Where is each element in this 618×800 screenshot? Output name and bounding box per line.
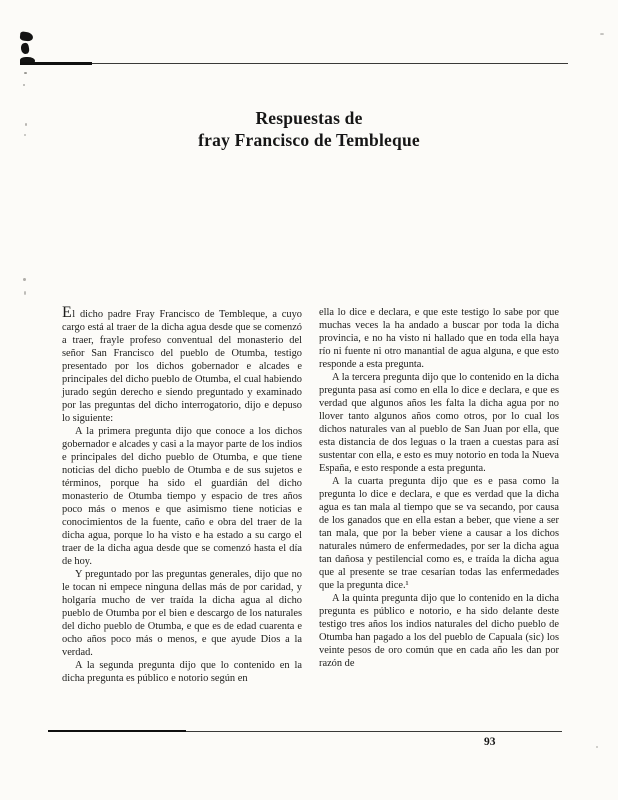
scan-speck-artifact	[24, 291, 26, 295]
scan-speck-artifact	[24, 72, 27, 74]
right-column	[319, 306, 559, 685]
bottom-horizontal-rule-heavy-segment	[48, 730, 186, 732]
paragraph-primera-pregunta: A la primera pregunta dijo que conoce a los dichos gobernador e alcades y casi a la mayor parte de los indios e principales del dicho pueblo de Otumba, e que tiene noticias del dicho pueblo de Otumba e de sus sujetos e términos, porque ha sido el guardián del dicho monasterio de Otumba tiempo y espacio de tres años poco más o menos e que asimismo tiene noticias e conocimientos de la fuente, caño e obra del traer de la dicha agua, porque lo ha visto e ha estado a su cargo el traer de la dicha agua desde que se comenzó hasta el día de hoy.	[62, 426, 302, 567]
page-number: 93	[484, 736, 496, 748]
left-column	[62, 306, 302, 685]
page-title-line-2: fray Francisco de Tembleque	[198, 130, 420, 150]
paragraph-opening	[62, 306, 302, 425]
paragraph-segunda-pregunta-continuation: ella lo dice e declara, e que este testigo lo sabe por que muchas veces la ha andado a buscar por toda la dicha provincia, e no ha visto ni hallado que en toda ella haya río ni fuente ni otro manantial de agua alguna, e que esto responde a esta pregunta.	[319, 307, 559, 370]
paragraph-quinta-pregunta: A la quinta pregunta dijo que lo contenido en la dicha pregunta es público e notorio, e ha sido delante deste testigo tres años los indios naturales del dicho pueblo de Otumba han pagado a los del pueblo de Capuala (sic) los veinte pesos de oro común que en cada año les dan por razón de	[319, 593, 559, 669]
ink-blot-artifact	[20, 31, 34, 41]
page-title	[9, 107, 609, 151]
top-horizontal-rule	[20, 63, 568, 64]
scan-speck-artifact	[596, 746, 598, 748]
paragraph-tercera-pregunta: A la tercera pregunta dijo que lo contenido en la dicha pregunta pasa así como en ella lo dice e declara, e que es verdad que algunos años les falta la dicha agua por no llover tanto algunos años como otros, por lo cual los dichos naturales van al pueblo de San Juan por ella, que esta distancia de dos leguas o la traen a cuestas para así sustentar con ella, e esto es muy notorio en toda la Nueva España, e esto responde a esta pregunta.	[319, 372, 559, 474]
top-horizontal-rule-heavy-segment	[20, 62, 92, 65]
text-columns	[62, 306, 559, 685]
lead-capital: E	[62, 304, 73, 321]
scan-speck-artifact	[23, 84, 25, 86]
paragraph-segunda-pregunta: A la segunda pregunta dijo que lo contenido en la dicha pregunta es público e notorio según en	[62, 660, 302, 684]
paragraph-cuarta-pregunta: A la cuarta pregunta dijo que es e pasa como la pregunta lo dice e declara, e que es verdad que la dicha agua es tan mala al tiempo que se va secando, por causa de los ganados que en ella estan a beber, que viene a ser tan mala, que por la beber viene a causar a los dichos naturales número de enfermedades, por ser la dicha agua tan dañosa y pestilencial como es, e traída la dicha agua que al presente se trae cesarían todas las enfermedades que la pregunta dice.¹	[319, 476, 559, 591]
scan-speck-artifact	[23, 278, 26, 281]
paragraph-text: l dicho padre Fray Francisco de Tembleque, a cuyo cargo está al traer de la dicha agua desde que se comenzó a traer, frayle profeso conventual del monasterio del señor San Francisco del pueblo de Otumba, testigo presentado por los dichos gobernador e alcades e principales del dicho pueblo de Otumba, el cual habiendo jurado según derecho e siendo preguntado y examinado por las preguntas del dicho interrogatorio, dijo e depuso lo siguiente:	[62, 309, 302, 424]
paragraph-preguntas-generales: Y preguntado por las preguntas generales, dijo que no le tocan ni empece ninguna dellas más de por caridad, y holgaría mucho de ver traída la dicha agua al dicho pueblo de Otumba por el bien e descargo de los naturales del dicho pueblo de Otumba, e que es de edad cuarenta e ocho años poco más o menos, e que ayude Dios a la verdad.	[62, 569, 302, 658]
ink-blot-artifact	[20, 42, 30, 54]
scan-speck-artifact	[600, 33, 604, 35]
page-title-line-1: Respuestas de	[255, 108, 363, 128]
